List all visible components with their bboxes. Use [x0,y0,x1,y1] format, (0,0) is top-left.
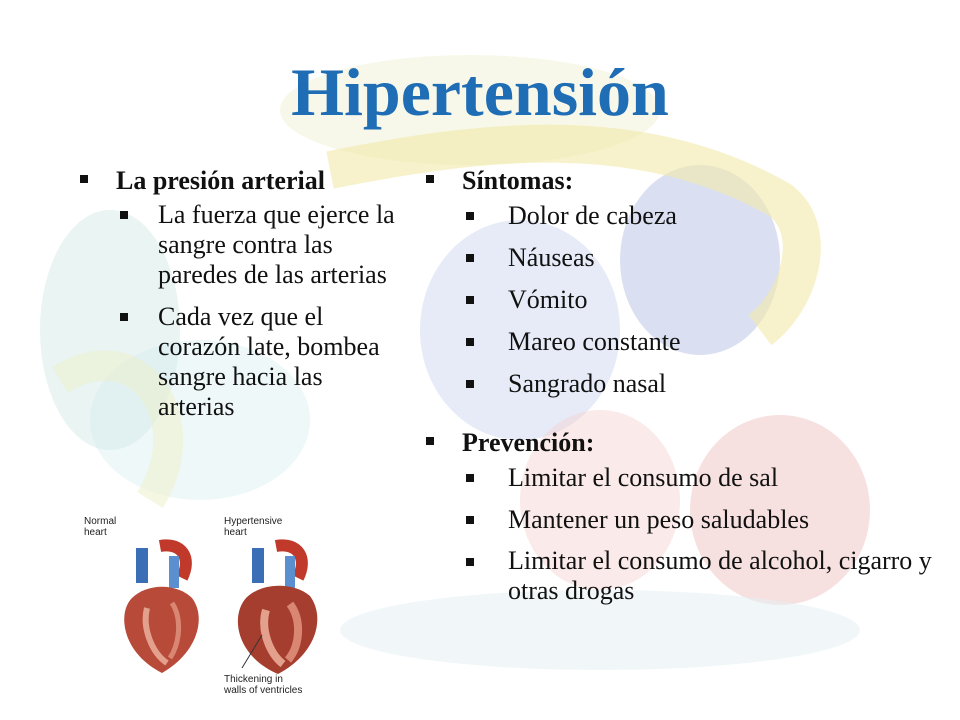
list-item-text: Cada vez que el corazón late, bombea sangre hacia las arterias [158,302,380,421]
square-bullet-icon [466,474,474,482]
square-bullet-icon [120,313,128,321]
list-item [420,242,940,274]
square-bullet-icon [466,338,474,346]
square-bullet-icon [426,175,434,183]
list-item-text: Limitar el consumo de sal [508,463,779,492]
heart-illustration [82,510,334,700]
list-item [74,302,404,422]
prevencion-heading-text: Prevención: [462,428,595,457]
sintomas-prevencion-section [420,164,940,618]
list-item [420,284,940,316]
thickening-caption [224,674,302,696]
normal-heart-label [84,516,116,538]
list-item [420,462,940,494]
list-item-text: Dolor de cabeza [508,201,677,230]
list-item [420,368,940,400]
caption-line2: walls of ventricles [224,685,303,696]
square-bullet-icon [466,558,474,566]
square-bullet-icon [466,254,474,262]
list-item-text: Limitar el consumo de alcohol, cigarro y otras drogas [508,546,932,605]
list-item [420,546,940,606]
list-item [74,200,404,290]
list-item-text: Mareo constante [508,327,681,356]
normal-label-line1: Normal [84,516,117,527]
prevencion-heading [420,426,940,460]
normal-label-line2: heart [84,527,107,538]
caption-line1: Thickening in [224,674,283,685]
hyper-label-line2: heart [224,527,247,538]
square-bullet-icon [426,437,434,445]
hyper-label-line1: Hypertensive [224,516,283,527]
square-bullet-icon [466,212,474,220]
square-bullet-icon [466,296,474,304]
list-item [420,326,940,358]
sintomas-heading [420,164,940,198]
page-title: Hipertensión [291,54,669,130]
presion-heading [74,164,404,198]
hypertensive-heart-label [224,516,282,538]
sintomas-heading-text: Síntomas: [462,166,574,195]
list-item-text: Sangrado nasal [508,369,667,398]
list-item-text: Náuseas [508,243,595,272]
list-item-text: Vómito [508,285,588,314]
square-bullet-icon [120,211,128,219]
normal-heart-icon [112,538,212,678]
square-bullet-icon [466,380,474,388]
pointer-line-icon [232,630,272,670]
list-item [420,504,940,536]
square-bullet-icon [80,175,88,183]
list-item-text: La fuerza que ejerce la sangre contra las paredes de las arterias [158,200,395,289]
list-item-text: Mantener un peso saludables [508,505,810,534]
presion-heading-text: La presión arterial [116,166,325,195]
square-bullet-icon [466,516,474,524]
presion-section [74,164,404,434]
list-item [420,200,940,232]
